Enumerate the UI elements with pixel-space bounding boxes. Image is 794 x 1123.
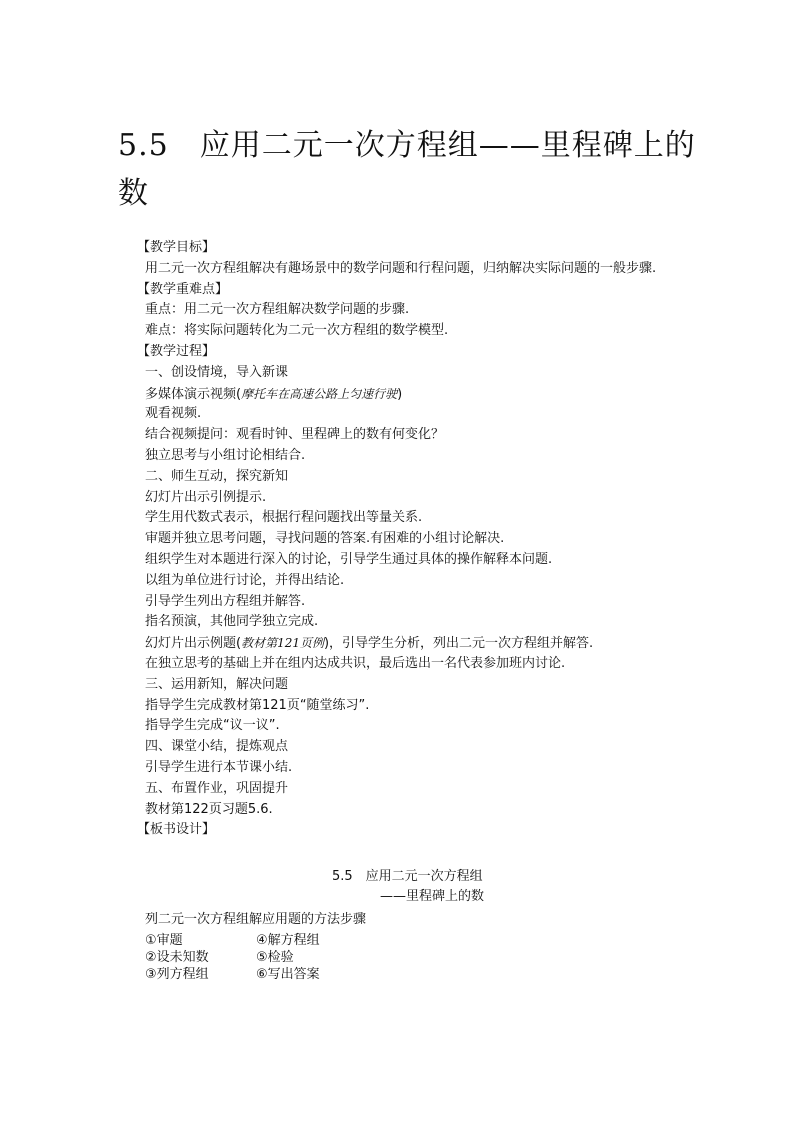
process-line: 引导学生进行本节课小结. (145, 759, 293, 775)
board-subtitle: ——里程碑上的数 (380, 889, 485, 904)
board-title: 5.5 应用二元一次方程组 (332, 869, 483, 884)
process-line: 观看视频. (145, 406, 202, 422)
process-line: 以组为单位进行讨论，并得出结论. (145, 572, 345, 588)
process-line: 结合视频提问：观看时钟、里程碑上的数有何变化？ (145, 427, 445, 443)
example-prefix: 幻灯片出示例题( (145, 636, 242, 652)
process-line: 引导学生列出方程组并解答. (145, 593, 306, 609)
section-heading-board: 【板书设计】 (137, 822, 216, 838)
process-line: 在独立思考的基础上并在组内达成共识，最后选出一名代表参加班内讨论. (145, 655, 566, 671)
process-step-4: 四、课堂小结，提炼观点 (145, 739, 289, 755)
process-line: 指名预演，其他同学独立完成. (145, 614, 319, 630)
step-item: ⑤检验 (256, 950, 294, 965)
methods-title: 列二元一次方程组解应用题的方法步骤 (145, 912, 367, 927)
process-line: 指导学生完成“议一议”. (145, 718, 280, 734)
step-item: ⑥写出答案 (256, 967, 320, 982)
goal-text: 用二元一次方程组解决有趣场景中的数学问题和行程问题，归纳解决实际问题的一般步骤. (145, 260, 657, 276)
difficult-point: 难点：将实际问题转化为二元一次方程组的数学模型. (145, 323, 449, 339)
section-heading-process: 【教学过程】 (137, 343, 216, 359)
process-step-1: 一、创设情境，导入新课 (145, 364, 289, 380)
process-line: 指导学生完成教材第121页“随堂练习”. (145, 697, 370, 713)
process-line-video (118, 384, 684, 405)
section-heading-goal: 【教学目标】 (137, 240, 216, 255)
key-point: 重点：用二元一次方程组解决数学问题的步骤. (145, 302, 410, 318)
process-line: 审题并独立思考问题，寻找问题的答案.有困难的小组讨论解决. (145, 531, 505, 547)
process-line: 独立思考与小组讨论相结合. (145, 447, 306, 463)
methods-block (145, 908, 366, 932)
video-note: 摩托车在高速公路上匀速行驶 (241, 386, 398, 401)
process-line: 学生用代数式表示，根据行程问题找出等量关系. (145, 510, 423, 526)
process-line-example (118, 633, 684, 654)
step-item: ②设未知数 (145, 950, 209, 965)
video-suffix: ) (397, 386, 403, 402)
video-prefix: 多媒体演示视频( (145, 386, 242, 402)
example-suffix: )，引导学生分析，列出二元一次方程组并解答. (323, 636, 594, 652)
process-step-3: 三、运用新知，解决问题 (145, 676, 289, 692)
example-note: 教材第121页例 (241, 636, 324, 651)
process-step-2: 二、师生互动，探究新知 (145, 468, 289, 484)
process-line: 组织学生对本题进行深入的讨论，引导学生通过具体的操作解释本问题. (145, 551, 553, 567)
step-item: ③列方程组 (145, 967, 209, 982)
section-heading-key: 【教学重难点】 (137, 281, 229, 297)
lesson-body (118, 238, 684, 841)
process-line: 幻灯片出示引例提示. (145, 489, 267, 505)
page-title: 5.5 应用二元一次方程组——里程碑上的数 (118, 128, 696, 211)
step-item: ①审题 (145, 933, 183, 948)
process-line: 教材第122页习题5.6. (145, 801, 273, 817)
process-step-5: 五、布置作业，巩固提升 (145, 780, 289, 796)
step-item: ④解方程组 (256, 933, 320, 948)
